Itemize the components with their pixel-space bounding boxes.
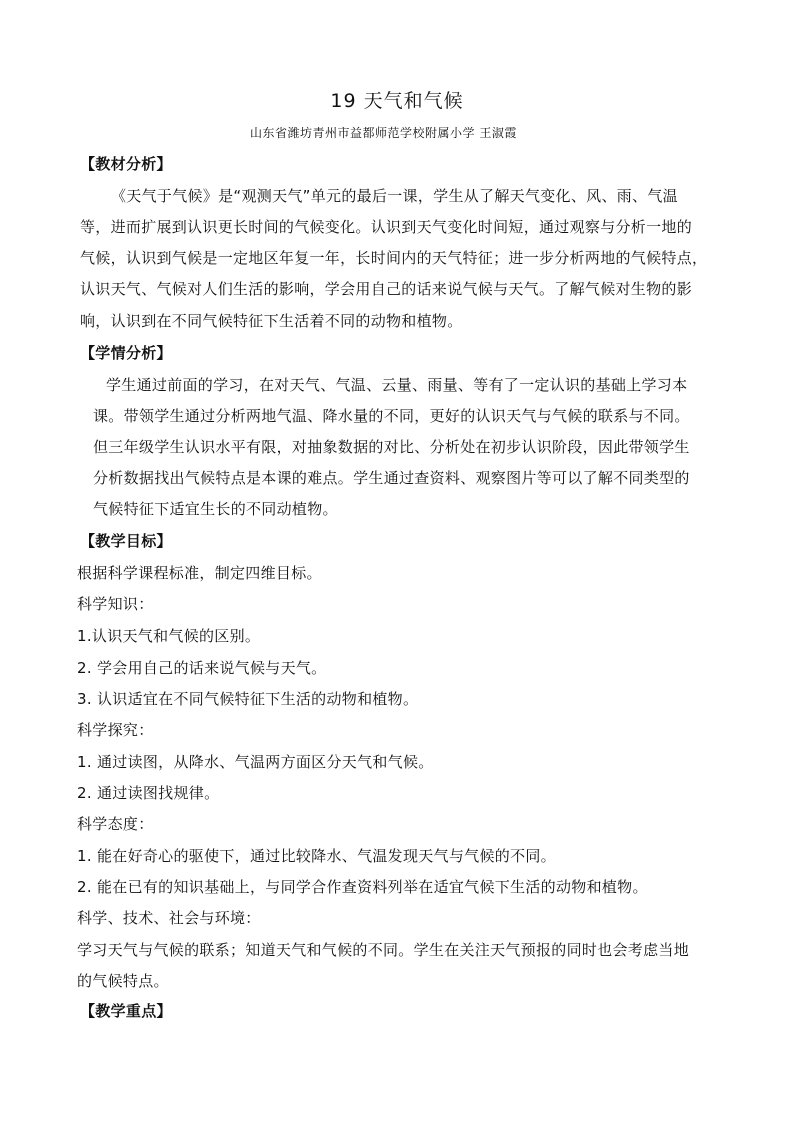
paragraph-line: 学生通过前面的学习，在对天气、气温、云量、雨量、等有了一定认识的基础上学习本	[106, 376, 688, 394]
paragraph-line: 但三年级学生认识水平有限，对抽象数据的对比、分析处在初步认识阶段，因此带领学生	[93, 438, 690, 456]
sts-line: 的气候特点。	[77, 972, 169, 990]
section-heading-students: 【学情分析】	[80, 344, 172, 362]
knowledge-item: 2. 学会用自己的话来说气候与天气。	[77, 659, 327, 677]
paragraph-line: 认识天气、气候对人们生活的影响，学会用自己的话来说气候与天气。了解气候对生物的影	[80, 280, 693, 298]
inquiry-label: 科学探究：	[77, 721, 154, 739]
paragraph-line: 等，进而扩展到认识更长时间的气候变化。认识到天气变化时间短，通过观察与分析一地的	[80, 218, 693, 236]
section-heading-material: 【教材分析】	[80, 155, 172, 173]
knowledge-item: 3. 认识适宜在不同气候特征下生活的动物和植物。	[77, 690, 419, 708]
author-line: 山东省潍坊青州市益都师范学校附属小学 王淑霞	[250, 126, 517, 140]
attitude-label: 科学态度：	[77, 815, 154, 833]
attitude-item: 2. 能在已有的知识基础上，与同学合作查资料列举在适宜气候下生活的动物和植物。	[77, 878, 648, 896]
inquiry-item: 1. 通过读图，从降水、气温两方面区分天气和气候。	[77, 753, 434, 771]
attitude-item: 1. 能在好奇心的驱使下，通过比较降水、气温发现天气与气候的不同。	[77, 847, 556, 865]
paragraph-line: 气候，认识到气候是一定地区年复一年，长时间内的天气特征；进一步分析两地的气候特点，	[80, 249, 708, 267]
sts-line: 学习天气与气候的联系；知道天气和气候的不同。学生在关注天气预报的同时也会考虑当地	[77, 941, 690, 959]
knowledge-item: 1.认识天气和气候的区别。	[77, 627, 261, 645]
paragraph-line: 《天气于气候》是“观测天气”单元的最后一课，学生从了解天气变化、风、雨、气温	[111, 187, 678, 205]
paragraph-line: 分析数据找出气候特点是本课的难点。学生通过查资料、观察图片等可以了解不同类型的	[93, 469, 690, 487]
section-heading-key-points: 【教学重点】	[80, 1002, 172, 1020]
knowledge-label: 科学知识：	[77, 595, 154, 613]
document-title: 19 天气和气候	[330, 90, 464, 112]
paragraph-line: 课。带领学生通过分析两地气温、降水量的不同，更好的认识天气与气候的联系与不同。	[93, 407, 690, 425]
section-heading-goals: 【教学目标】	[80, 532, 172, 550]
paragraph-line: 气候特征下适宜生长的不同动植物。	[93, 500, 338, 518]
paragraph-line: 响，认识到在不同气候特征下生活着不同的动物和植物。	[80, 312, 463, 330]
goals-intro: 根据科学课程标准，制定四维目标。	[77, 564, 322, 582]
sts-label: 科学、技术、社会与环境：	[77, 909, 261, 927]
inquiry-item: 2. 通过读图找规律。	[77, 784, 220, 802]
